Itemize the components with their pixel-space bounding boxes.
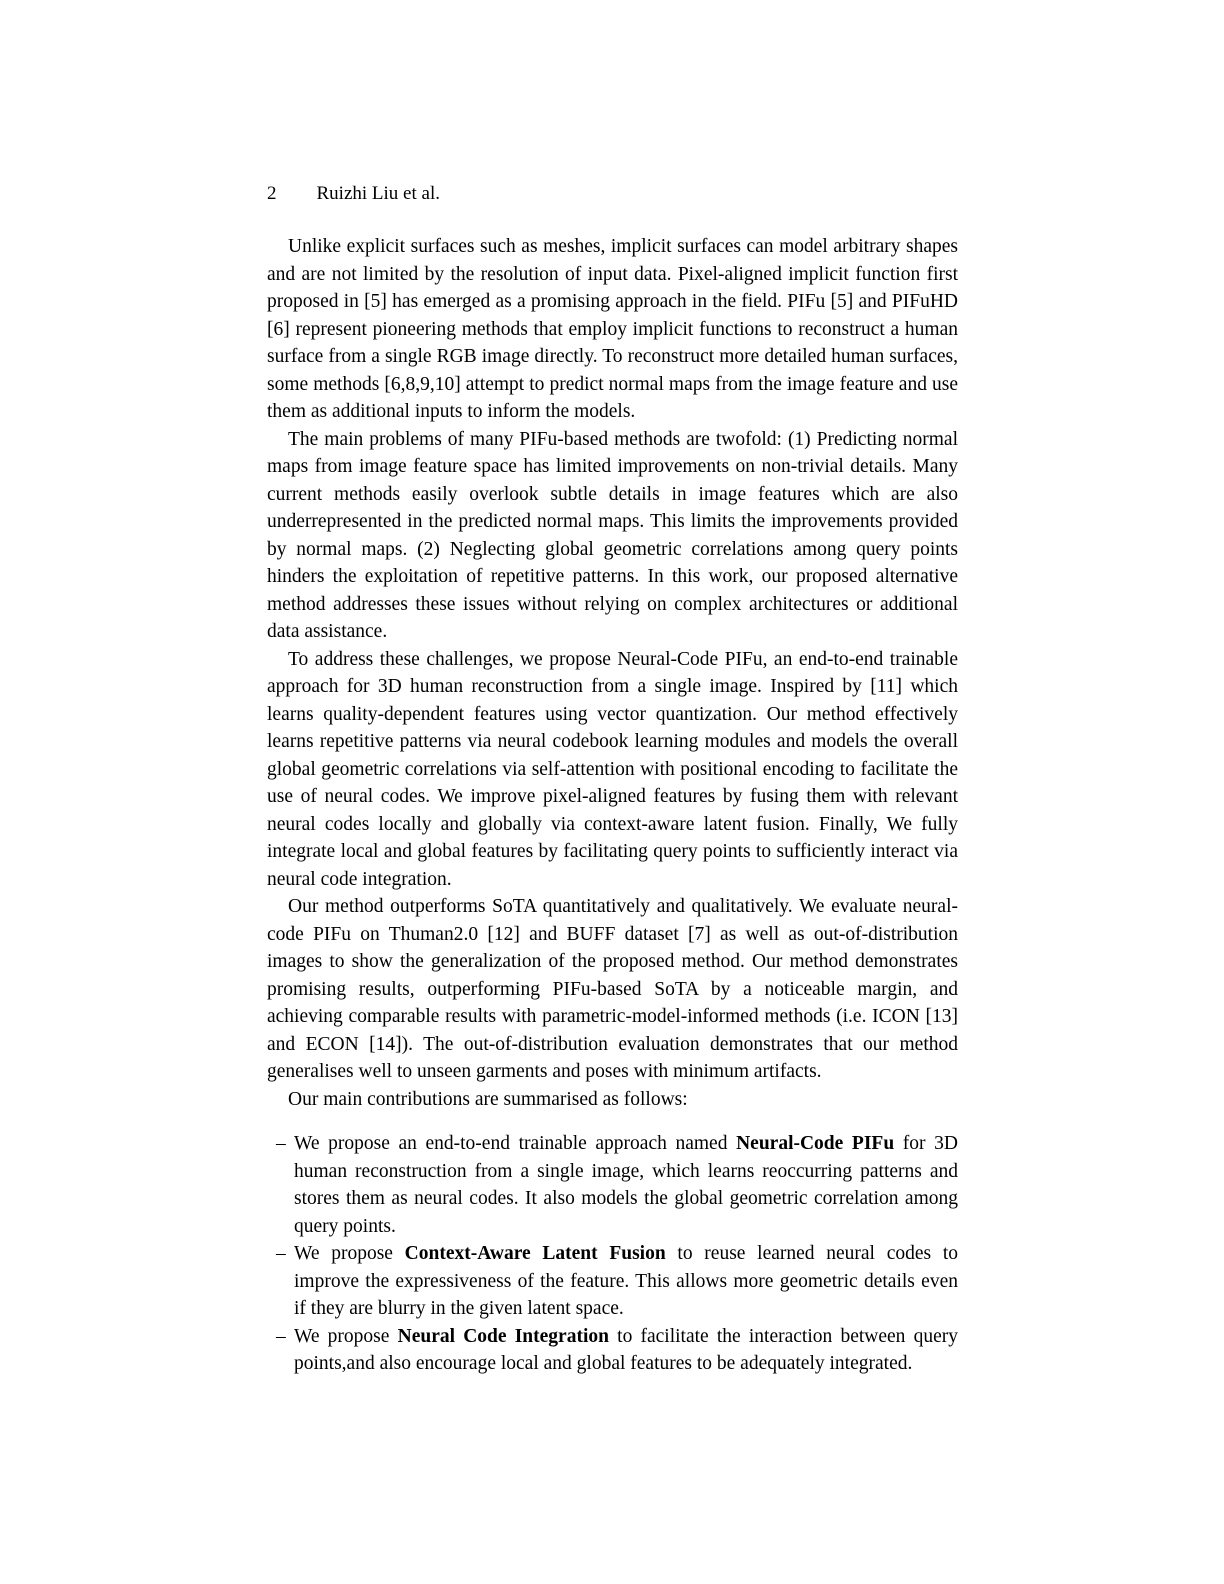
running-header xyxy=(267,180,958,207)
bullet-dash: – xyxy=(276,1325,286,1347)
page-body xyxy=(267,233,958,1378)
contribution-2-term: Context-Aware Latent Fusion xyxy=(404,1243,666,1264)
contribution-text-1 xyxy=(294,1130,958,1240)
paragraph-approach: To address these challenges, we propose Neural-Code PIFu, an end-to-end trainable approach for 3D human reconstruction from a single image. Inspired by [11] which learns quality-dependent features using vector quantization. Our method effectively learns repetitive patterns via neural codebook learning modules and models the overall global geometric correlations via self-attention with positional encoding to facilitate the use of neural codes. We improve pixel-aligned features by fusing them with relevant neural codes locally and globally via context-aware latent fusion. Finally, We fully integrate local and global features by facilitating query points to sufficiently interact via neural code integration. xyxy=(267,648,958,890)
contribution-3-term: Neural Code Integration xyxy=(397,1325,609,1347)
paragraph-results: Our method outperforms SoTA quantitatively and qualitatively. We evaluate neural-code PIFu on Thuman2.0 [12] and BUFF dataset [7] as well as out-of-distribution images to show the generalization of the proposed method. Our method demonstrates promising results, outperforming PIFu-based SoTA by a noticeable margin, and achieving comparable results with parametric-model-informed methods (i.e. ICON [13] and ECON [14]). The out-of-distribution evaluation demonstrates that our method generalises well to unseen garments and poses with minimum artifacts. xyxy=(267,896,958,1082)
contribution-text-2 xyxy=(294,1240,958,1323)
page-number: 2 xyxy=(267,183,277,204)
contribution-2-post: to reuse learned neural codes to improve the expressiveness of the feature. This allows more geometric details even if they are blurry in the given latent space. xyxy=(294,1243,958,1319)
contribution-item-1 xyxy=(267,1130,958,1240)
paragraph-intro: Unlike explicit surfaces such as meshes, implicit surfaces can model arbitrary shapes and are not limited by the resolution of input data. Pixel-aligned implicit function first proposed in [5] has emerged as a promising approach in the field. PIFu [5] and PIFuHD [6] represent pioneering methods that employ implicit functions to reconstruct a human surface from a single RGB image directly. To reconstruct more detailed human surfaces, some methods [6,8,9,10] attempt to predict normal maps from the image feature and use them as additional inputs to inform the models. xyxy=(267,236,958,422)
contribution-3-post: to facilitate the interaction between query points,and also encourage local and global features to be adequately integrated. xyxy=(294,1325,959,1374)
contribution-1-term: Neural-Code PIFu xyxy=(736,1133,895,1154)
paragraph-problems: The main problems of many PIFu-based methods are twofold: (1) Predicting normal maps from image feature space has limited improvements on non-trivial details. Many current methods easily overlook subtle details in image features which are also underrepresented in the predicted normal maps. This limits the improvements provided by normal maps. (2) Neglecting global geometric correlations among query points hinders the exploitation of repetitive patterns. In this work, our proposed alternative method addresses these issues without relying on complex architectures or additional data assistance. xyxy=(267,428,958,642)
bullet-dash: – xyxy=(276,1133,286,1154)
contribution-text-3 xyxy=(294,1323,958,1378)
contribution-item-2 xyxy=(267,1240,958,1323)
running-title: Ruizhi Liu et al. xyxy=(316,183,440,204)
contribution-1-pre: We propose an end-to-end trainable approach named xyxy=(294,1133,737,1154)
paragraph-contributions-lead: Our main contributions are summarised as follows: xyxy=(288,1088,688,1110)
page-content xyxy=(267,180,958,1378)
contribution-3-pre: We propose xyxy=(294,1325,398,1347)
contributions-list xyxy=(267,1130,958,1378)
contribution-2-pre: We propose xyxy=(294,1243,405,1264)
contribution-item-3 xyxy=(267,1323,958,1378)
bullet-dash: – xyxy=(276,1243,286,1264)
contribution-1-post: for 3D human reconstruction from a single image, which learns reoccurring patterns and stores them as neural codes. It also models the global geometric correlation among query points. xyxy=(294,1133,958,1237)
